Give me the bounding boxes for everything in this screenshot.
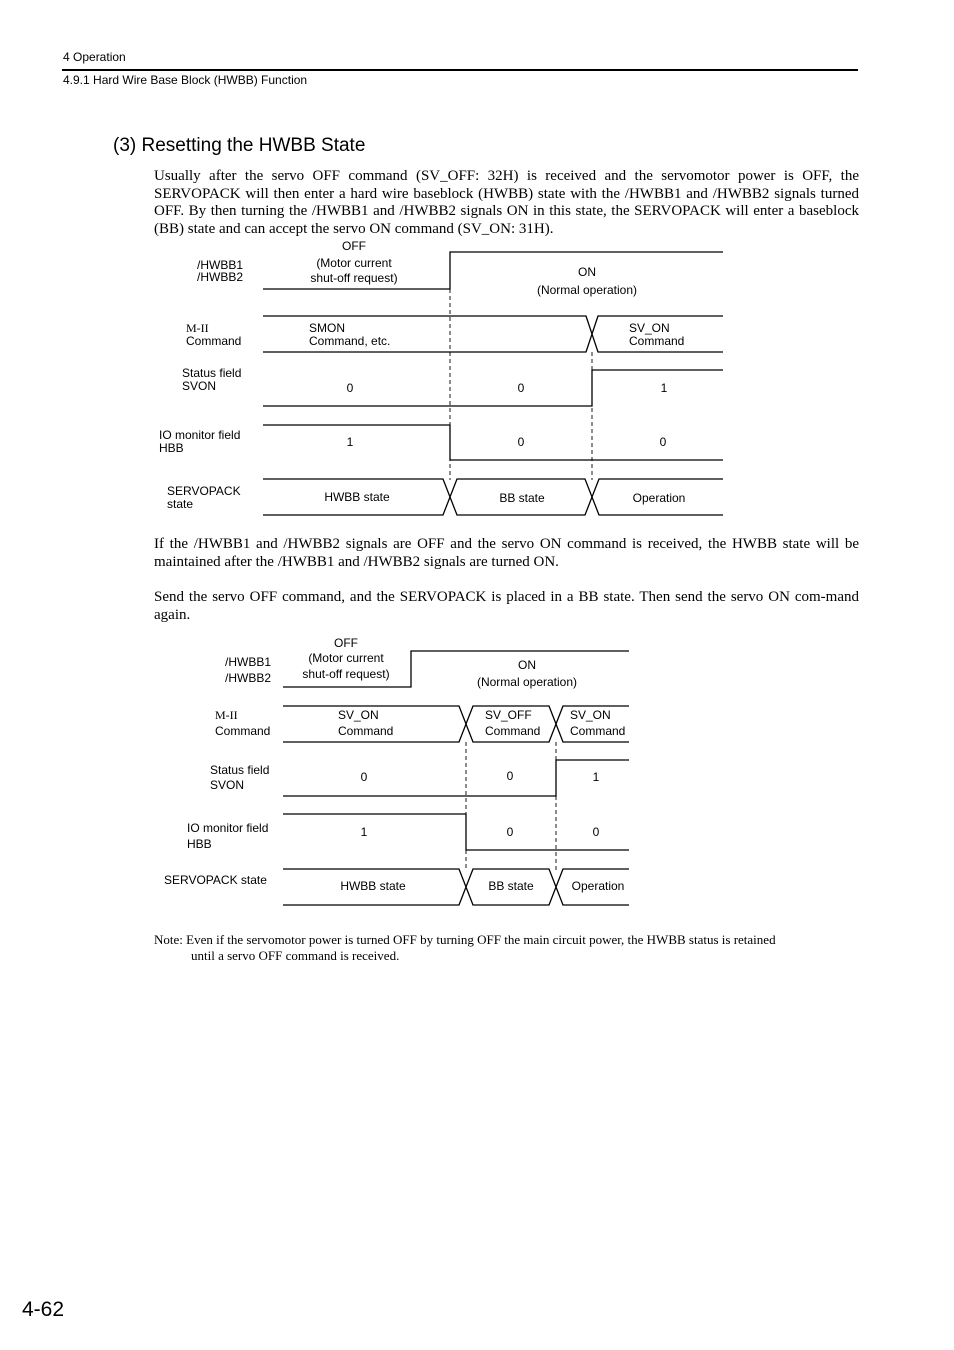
d2-svon-value-1: 0	[506, 769, 514, 783]
paragraph-1: Usually after the servo OFF command (SV_OFF: 32H) is received and the servomotor power is OFF, the SERVOPACK will then enter a hard wire baseblock (HWBB) state with the /HWBB1 and /HWBB2 signals turned OFF. By then turning the /HWBB1 and /HWBB2 signals ON in this state, the SERVOPACK will enter a baseblock (BB) state and can accept the servo ON command (SV_ON: 31H).	[154, 168, 859, 237]
d1-cmd-label-2: Command	[186, 334, 242, 348]
d2-off-3: shut-off request)	[302, 667, 390, 681]
d1-cmd-a-2: Command, etc.	[309, 334, 391, 348]
chapter-header: 4 Operation	[63, 50, 126, 64]
d2-on-1: ON	[518, 658, 536, 672]
d1-hwbb-label-2: /HWBB2	[197, 270, 244, 284]
d1-hwbb-label-1: /HWBB1	[197, 258, 244, 272]
d2-hbb-value-0: 1	[360, 825, 368, 839]
d2-cmd-label-2: Command	[215, 724, 271, 738]
note-line-1: Note: Even if the servomotor power is turned OFF by turning OFF the main circuit power, the HWBB status is retained	[154, 932, 776, 947]
d1-hbb-value-2: 0	[659, 435, 667, 449]
d1-hbb-value-0: 1	[346, 435, 354, 449]
d1-svon-signal	[263, 370, 723, 406]
d2-off-2: (Motor current	[308, 651, 384, 665]
d1-hbb-value-1: 0	[517, 435, 525, 449]
d2-cmd-2-l1: SV_ON	[570, 708, 611, 722]
d1-off-1: OFF	[342, 239, 366, 253]
d1-on-1: ON	[578, 265, 596, 279]
d2-cmd-1-l1: SV_OFF	[485, 708, 532, 722]
d2-svon-signal	[283, 760, 629, 796]
d1-svon-value-2: 1	[660, 381, 668, 395]
d1-cmd-b-2: Command	[629, 334, 685, 348]
d1-svon-label-1: Status field	[182, 366, 242, 380]
page-number: 4-62	[22, 1298, 65, 1321]
d2-cmd-0-l1: SV_ON	[338, 708, 379, 722]
paragraph-3: Send the servo OFF command, and the SERVOPACK is placed in a BB state. Then send the servo ON com-mand again.	[154, 589, 859, 623]
d2-hbb-value-1: 0	[506, 825, 514, 839]
d1-svon-label-2: SVON	[182, 379, 217, 393]
d2-cmd-label-1: M-II	[215, 708, 238, 722]
d1-cmd-label-1: M-II	[186, 321, 209, 335]
d1-state-label-1: SERVOPACK	[167, 484, 241, 498]
d2-off-1: OFF	[334, 636, 358, 650]
d2-state-2: Operation	[571, 879, 625, 893]
note	[154, 932, 859, 964]
note-line-2: until a servo OFF command is received.	[191, 948, 400, 963]
d1-state-2: Operation	[632, 491, 686, 505]
d2-svon-value-0: 0	[360, 770, 368, 784]
d1-hbb-signal	[263, 425, 723, 460]
d2-hbb-signal	[283, 814, 629, 850]
d2-hwbb-label-2: /HWBB2	[225, 671, 272, 685]
d1-on-2: (Normal operation)	[536, 283, 638, 297]
diagram-1-lines	[263, 252, 723, 515]
d1-state-label-2: state	[167, 497, 194, 511]
d2-hbb-label-2: HBB	[187, 837, 212, 851]
section-header: 4.9.1 Hard Wire Base Block (HWBB) Function	[63, 73, 308, 87]
d1-state-1: BB state	[499, 491, 545, 505]
d2-cmd-2-l2: Command	[570, 724, 626, 738]
d2-hbb-value-2: 0	[592, 825, 600, 839]
d2-cmd-1-l2: Command	[485, 724, 541, 738]
d2-state-label: SERVOPACK state	[164, 873, 267, 887]
d2-state-0: HWBB state	[340, 879, 406, 893]
d1-hbb-label-1: IO monitor field	[159, 428, 241, 442]
d2-svon-value-2: 1	[592, 770, 600, 784]
d1-state-0: HWBB state	[324, 490, 390, 504]
d2-hbb-label-1: IO monitor field	[187, 821, 269, 835]
d1-off-3: shut-off request)	[310, 271, 398, 285]
d1-hbb-label-2: HBB	[159, 441, 184, 455]
d1-svon-value-1: 0	[517, 381, 525, 395]
d1-off-2: (Motor current	[316, 256, 392, 270]
paragraph-2: If the /HWBB1 and /HWBB2 signals are OFF and the servo ON command is received, the HWBB state will be maintained after the /HWBB1 and /HWBB2 signals are turned ON.	[154, 536, 859, 570]
d1-cmd-b-1: SV_ON	[629, 321, 670, 335]
d2-dashes	[466, 742, 556, 870]
d2-svon-label-2: SVON	[210, 778, 245, 792]
section-title: (3) Resetting the HWBB State	[113, 135, 366, 156]
d2-hwbb-label-1: /HWBB1	[225, 655, 272, 669]
d2-state-1: BB state	[488, 879, 534, 893]
d2-svon-label-1: Status field	[210, 763, 270, 777]
d2-cmd-0-l2: Command	[338, 724, 394, 738]
d1-cmd-a-1: SMON	[309, 321, 345, 335]
d1-svon-value-0: 0	[346, 381, 354, 395]
diagram-2-lines	[283, 651, 629, 905]
d2-on-2: (Normal operation)	[476, 675, 578, 689]
